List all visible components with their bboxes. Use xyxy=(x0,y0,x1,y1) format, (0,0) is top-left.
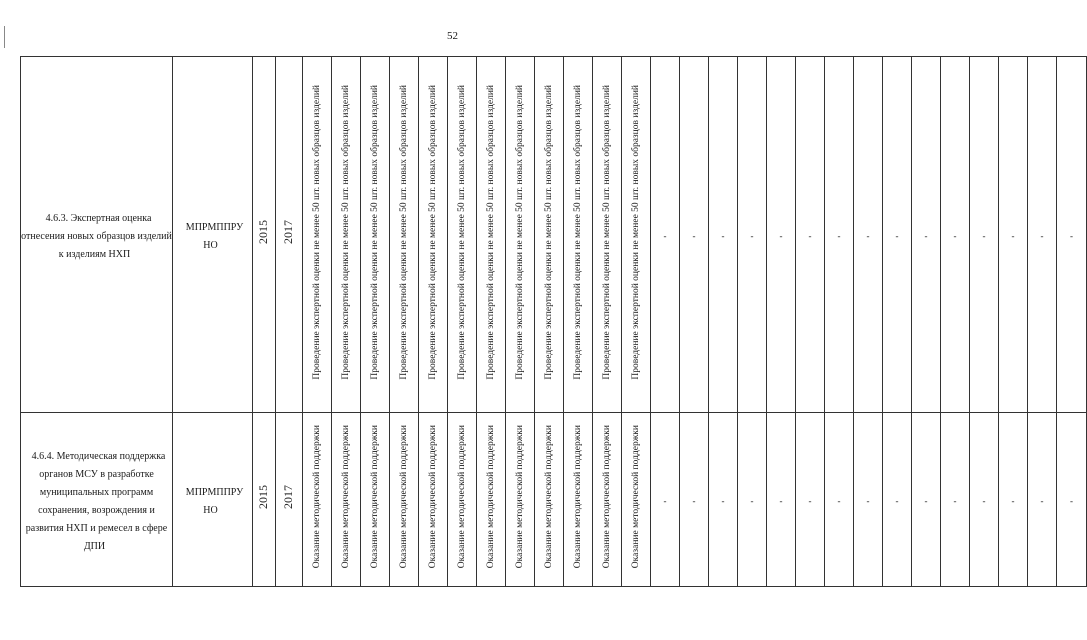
financing-cell xyxy=(854,57,883,413)
financing-cell xyxy=(825,57,854,413)
result-cell xyxy=(390,413,419,587)
financing-cell-text: - xyxy=(837,495,841,506)
financing-cell xyxy=(883,413,912,587)
financing-cell-text: - xyxy=(1070,230,1073,241)
result-cell xyxy=(477,413,506,587)
financing-cell xyxy=(651,413,680,587)
result-cell-text: Проведение экспертной оценки не менее 50 шт. новых образцов изделий xyxy=(630,84,641,380)
end-year-cell-text: 2017 xyxy=(281,220,296,244)
result-cell xyxy=(593,57,622,413)
end-year-cell-text: 2017 xyxy=(281,485,296,509)
financing-cell xyxy=(767,57,796,413)
result-cell xyxy=(448,57,477,413)
financing-cell-text: - xyxy=(953,495,957,506)
result-cell xyxy=(506,57,535,413)
result-cell-text: Оказание методической поддержки xyxy=(398,425,409,569)
financing-cell xyxy=(680,413,709,587)
financing-cell-text: - xyxy=(1040,495,1044,506)
financing-cell-text: - xyxy=(692,230,696,241)
financing-cell-text: - xyxy=(663,495,667,506)
result-cell-text: Проведение экспертной оценки не менее 50 шт. новых образцов изделий xyxy=(369,84,380,380)
financing-cell-text: - xyxy=(750,230,754,241)
financing-cell-text: - xyxy=(1011,230,1015,241)
financing-cell xyxy=(709,413,738,587)
financing-cell-text: - xyxy=(924,230,928,241)
financing-cell xyxy=(970,57,999,413)
financing-cell-text: - xyxy=(1040,230,1044,241)
page-number: 52 xyxy=(447,30,458,42)
result-cell-text: Оказание методической поддержки xyxy=(543,425,554,569)
result-cell-text: Оказание методической поддержки xyxy=(601,425,612,569)
financing-cell xyxy=(999,57,1028,413)
result-cell-text: Оказание методической поддержки xyxy=(572,425,583,569)
financing-cell-text: - xyxy=(663,230,667,241)
result-cell-text: Проведение экспертной оценки не менее 50 шт. новых образцов изделий xyxy=(543,84,554,380)
result-cell-text: Проведение экспертной оценки не менее 50 шт. новых образцов изделий xyxy=(601,84,612,380)
result-cell-text: Оказание методической поддержки xyxy=(456,425,467,569)
financing-cell-text: - xyxy=(924,495,928,506)
financing-cell xyxy=(999,413,1028,587)
result-cell xyxy=(390,57,419,413)
financing-cell xyxy=(1057,57,1087,413)
executor-cell-text: МПРМППРУ НО xyxy=(185,486,244,516)
financing-cell xyxy=(796,413,825,587)
start-year-cell xyxy=(253,413,276,587)
result-cell-text: Оказание методической поддержки xyxy=(369,425,380,569)
financing-cell-text: - xyxy=(808,230,812,241)
financing-cell xyxy=(912,57,941,413)
financing-cell xyxy=(1028,57,1057,413)
result-cell xyxy=(332,413,361,587)
financing-cell-text: - xyxy=(808,495,812,506)
financing-cell xyxy=(941,57,970,413)
result-cell-text: Оказание методической поддержки xyxy=(311,425,322,569)
financing-cell xyxy=(709,57,738,413)
financing-cell-text: - xyxy=(692,495,696,506)
financing-cell xyxy=(738,57,767,413)
result-cell xyxy=(303,413,332,587)
financing-cell-text: - xyxy=(1070,495,1073,506)
result-cell-text: Проведение экспертной оценки не менее 50 шт. новых образцов изделий xyxy=(427,84,438,380)
result-cell xyxy=(622,57,651,413)
table-row xyxy=(21,413,1087,587)
result-cell-text: Проведение экспертной оценки не менее 50 шт. новых образцов изделий xyxy=(398,84,409,380)
financing-cell-text: - xyxy=(895,495,899,506)
result-cell-text: Оказание методической поддержки xyxy=(514,425,525,569)
result-cell xyxy=(419,57,448,413)
result-cell xyxy=(535,57,564,413)
result-cell xyxy=(535,413,564,587)
result-cell xyxy=(477,57,506,413)
financing-cell-text: - xyxy=(866,230,870,241)
result-cell-text: Проведение экспертной оценки не менее 50 шт. новых образцов изделий xyxy=(311,84,322,380)
financing-cell-text: - xyxy=(721,495,725,506)
financing-cell xyxy=(680,57,709,413)
result-cell xyxy=(564,57,593,413)
result-cell xyxy=(593,413,622,587)
financing-cell-text: - xyxy=(895,230,899,241)
result-cell-text: Проведение экспертной оценки не менее 50 шт. новых образцов изделий xyxy=(485,84,496,380)
financing-cell-text: - xyxy=(866,495,870,506)
measure-cell-text: 4.6.4. Методическая поддержка органов МСУ в разработке муниципальных программ сохранения, возрождения и развития НХП и ремесел в сфере ДПИ xyxy=(25,450,168,552)
financing-cell-text: - xyxy=(779,495,783,506)
start-year-cell-text: 2015 xyxy=(256,220,271,244)
program-measures-table xyxy=(20,56,1087,587)
result-cell-text: Оказание методической поддержки xyxy=(427,425,438,569)
financing-cell xyxy=(912,413,941,587)
end-year-cell xyxy=(276,413,303,587)
executor-cell xyxy=(173,57,253,413)
financing-cell xyxy=(941,413,970,587)
start-year-cell xyxy=(253,57,276,413)
financing-cell xyxy=(883,57,912,413)
result-cell xyxy=(448,413,477,587)
result-cell-text: Оказание методической поддержки xyxy=(630,425,641,569)
financing-cell xyxy=(796,57,825,413)
result-cell xyxy=(361,413,390,587)
financing-cell-text: - xyxy=(982,230,986,241)
financing-cell xyxy=(970,413,999,587)
result-cell-text: Оказание методической поддержки xyxy=(340,425,351,569)
financing-cell xyxy=(767,413,796,587)
financing-cell xyxy=(825,413,854,587)
financing-cell xyxy=(1057,413,1087,587)
measure-cell xyxy=(21,57,173,413)
result-cell xyxy=(622,413,651,587)
result-cell-text: Проведение экспертной оценки не менее 50 шт. новых образцов изделий xyxy=(572,84,583,380)
financing-cell-text: - xyxy=(779,230,783,241)
result-cell-text: Проведение экспертной оценки не менее 50 шт. новых образцов изделий xyxy=(456,84,467,380)
executor-cell xyxy=(173,413,253,587)
financing-cell xyxy=(738,413,767,587)
financing-cell-text: - xyxy=(953,230,957,241)
financing-cell xyxy=(854,413,883,587)
result-cell-text: Проведение экспертной оценки не менее 50 шт. новых образцов изделий xyxy=(340,84,351,380)
result-cell xyxy=(506,413,535,587)
result-cell xyxy=(303,57,332,413)
measure-cell xyxy=(21,413,173,587)
end-year-cell xyxy=(276,57,303,413)
financing-cell xyxy=(1028,413,1057,587)
financing-cell-text: - xyxy=(721,230,725,241)
result-cell xyxy=(361,57,390,413)
result-cell-text: Оказание методической поддержки xyxy=(485,425,496,569)
executor-cell-text: МПРМППРУ НО xyxy=(185,221,244,251)
financing-cell xyxy=(651,57,680,413)
measure-cell-text: 4.6.3. Экспертная оценка отнесения новых образцов изделий к изделиям НХП xyxy=(21,212,172,260)
financing-cell-text: - xyxy=(982,495,986,506)
start-year-cell-text: 2015 xyxy=(256,485,271,509)
margin-mark xyxy=(4,26,5,48)
result-cell-text: Проведение экспертной оценки не менее 50 шт. новых образцов изделий xyxy=(514,84,525,380)
financing-cell-text: - xyxy=(837,230,841,241)
result-cell xyxy=(419,413,448,587)
result-cell xyxy=(564,413,593,587)
result-cell xyxy=(332,57,361,413)
financing-cell-text: - xyxy=(1011,495,1015,506)
financing-cell-text: - xyxy=(750,495,754,506)
table-row xyxy=(21,57,1087,413)
